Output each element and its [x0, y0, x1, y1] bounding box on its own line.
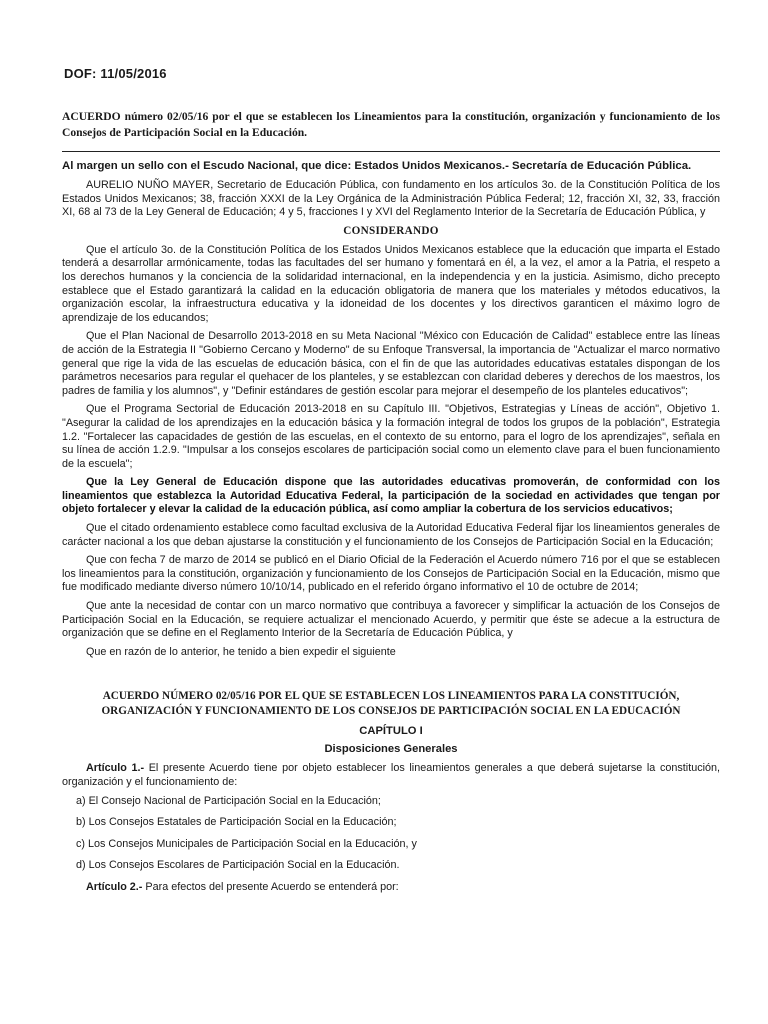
- article-2-label: Artículo 2.-: [86, 880, 143, 893]
- margin-note: Al margen un sello con el Escudo Nacional, que dice: Estados Unidos Mexicanos.- Secretaría de Educación Pública.: [62, 160, 692, 172]
- chapter-title: Disposiciones Generales: [324, 743, 458, 756]
- considerando-paragraph: Que la Ley General de Educación dispone que las autoridades educativas promoverán, de conformidad con los lineamientos que establezca la Autoridad Educativa Federal, la participación de la sociedad en actividades que tengan por objeto fortalecer y elevar la calidad de la educación pública, así como ampliar la cobertura de los servicios educativos;: [62, 476, 720, 516]
- list-item: a) El Consejo Nacional de Participación Social en la Educación;: [76, 794, 381, 807]
- list-item: c) Los Consejos Municipales de Participación Social en la Educación, y: [76, 837, 417, 850]
- considerando-paragraph: Que el Plan Nacional de Desarrollo 2013-2018 en su Meta Nacional "México con Educación de Calidad" establece entre las líneas de acción de la Estrategia II "Gobierno Cercano y Moderno" de su Enfoque Transversal, la importancia de "Actualizar el marco normativo general que rige la vida de las escuelas de educación básica, con el fin de que las autoridades educativas estatales dispongan de los parámetros necesarios para regular el quehacer de los planteles, y se establezcan con claridad deberes y derechos de los maestros, los padres de familia y los alumnos", y "Definir estándares de gestión escolar para mejorar el desempeño de los planteles educativos";: [62, 330, 720, 397]
- article-1-label: Artículo 1.-: [86, 762, 145, 775]
- considerando-paragraph: Que el artículo 3o. de la Constitución Política de los Estados Unidos Mexicanos establece que la educación que imparta el Estado tenderá a desarrollar armónicamente, todas las facultades del ser humano y fomentará en él, a la vez, el amor a la Patria, el respeto a los derechos humanos y la conciencia de la solidaridad internacional, en la independencia y en la justicia. Asimismo, dicho precepto establece que el Estado garantizará la calidad en la educación obligatoria de manera que los materiales y métodos educativos, la organización escolar, la infraestructura educativa y la idoneidad de los docentes y los directivos garanticen el máximo logro de aprendizaje de los educandos;: [62, 243, 720, 324]
- document-title: ACUERDO número 02/05/16 por el que se establecen los Lineamientos para la constitución, organización y funcionamiento de los Consejos de Participación Social en la Educación.: [62, 110, 720, 139]
- article-2: [62, 881, 720, 895]
- chapter-heading: CAPÍTULO I: [359, 725, 423, 738]
- considerando-paragraph: Que el citado ordenamiento establece como facultad exclusiva de la Autoridad Educativa Federal fijar los lineamientos generales de carácter nacional a los que deban ajustarse la constitución y el funcionamiento de los Consejos de Participación Social en la Educación;: [62, 522, 720, 548]
- list-item: b) Los Consejos Estatales de Participación Social en la Educación;: [76, 816, 397, 829]
- considerando-paragraph: Que ante la necesidad de contar con un marco normativo que contribuya a favorecer y simplificar la actuación de los Consejos de Participación Social en la Educación, se requiere actualizar el mencionado Acuerdo, y permitir que éste se adecue a la estructura de organización que se define en el Reglamento Interior de la Secretaría de Educación Pública, y: [62, 600, 720, 640]
- considerando-paragraph: Que el Programa Sectorial de Educación 2013-2018 en su Capítulo III. "Objetivos, Estrategias y Líneas de acción", Objetivo 1. "Asegurar la calidad de los aprendizajes en la educación básica y la formación integral de todos los grupos de la población", Estrategia 1.2. "Fortalecer las capacidades de gestión de las escuelas, en el contexto de su entorno, para el logro de los aprendizajes", señala en su línea de acción 1.2.9. "Impulsar a los consejos escolares de participación social como un elemento clave para el buen funcionamiento de la escuela";: [62, 403, 720, 470]
- article-1-text: El presente Acuerdo tiene por objeto establecer los lineamientos generales a que deberá sujetarse la constitución, organización y el funcionamiento de:: [62, 762, 720, 788]
- article-1: [62, 762, 720, 789]
- considerando-paragraph: Que con fecha 7 de marzo de 2014 se publicó en el Diario Oficial de la Federación el Acuerdo número 716 por el que se establecen los lineamientos para la constitución, organización y funcionamiento de los Consejos de Participación Social en la Educación, mismo que fue modificado mediante diverso número 10/10/14, publicado en el referido órgano informativo el 10 de octubre de 2014;: [62, 554, 720, 594]
- considerando-paragraph: Que en razón de lo anterior, he tenido a bien expedir el siguiente: [86, 645, 396, 658]
- preamble-paragraph: AURELIO NUÑO MAYER, Secretario de Educación Pública, con fundamento en los artículos 3o. de la Constitución Política de los Estados Unidos Mexicanos; 38, fracción XXXI de la Ley Orgánica de la Administración Pública Federal; 12, fracción XI, 32, 33, fracción XI, 68 al 73 de la Ley General de Educación; 4 y 5, fracciones I y XVI del Reglamento Interior de la Secretaría de Educación Pública, y: [62, 179, 720, 219]
- title-divider: [62, 151, 720, 152]
- agreement-title: ACUERDO NÚMERO 02/05/16 POR EL QUE SE ESTABLECEN LOS LINEAMIENTOS PARA LA CONSTITUCIÓN, ORGANIZACIÓN Y FUNCIONAMIENTO DE LOS CONSEJOS DE PARTICIPACIÓN SOCIAL EN LA EDUCACIÓN: [101, 690, 681, 718]
- list-item: d) Los Consejos Escolares de Participación Social en la Educación.: [76, 859, 400, 872]
- considerando-heading: CONSIDERANDO: [343, 224, 439, 237]
- publication-date: DOF: 11/05/2016: [64, 66, 167, 81]
- article-2-text: Para efectos del presente Acuerdo se entenderá por:: [142, 880, 399, 893]
